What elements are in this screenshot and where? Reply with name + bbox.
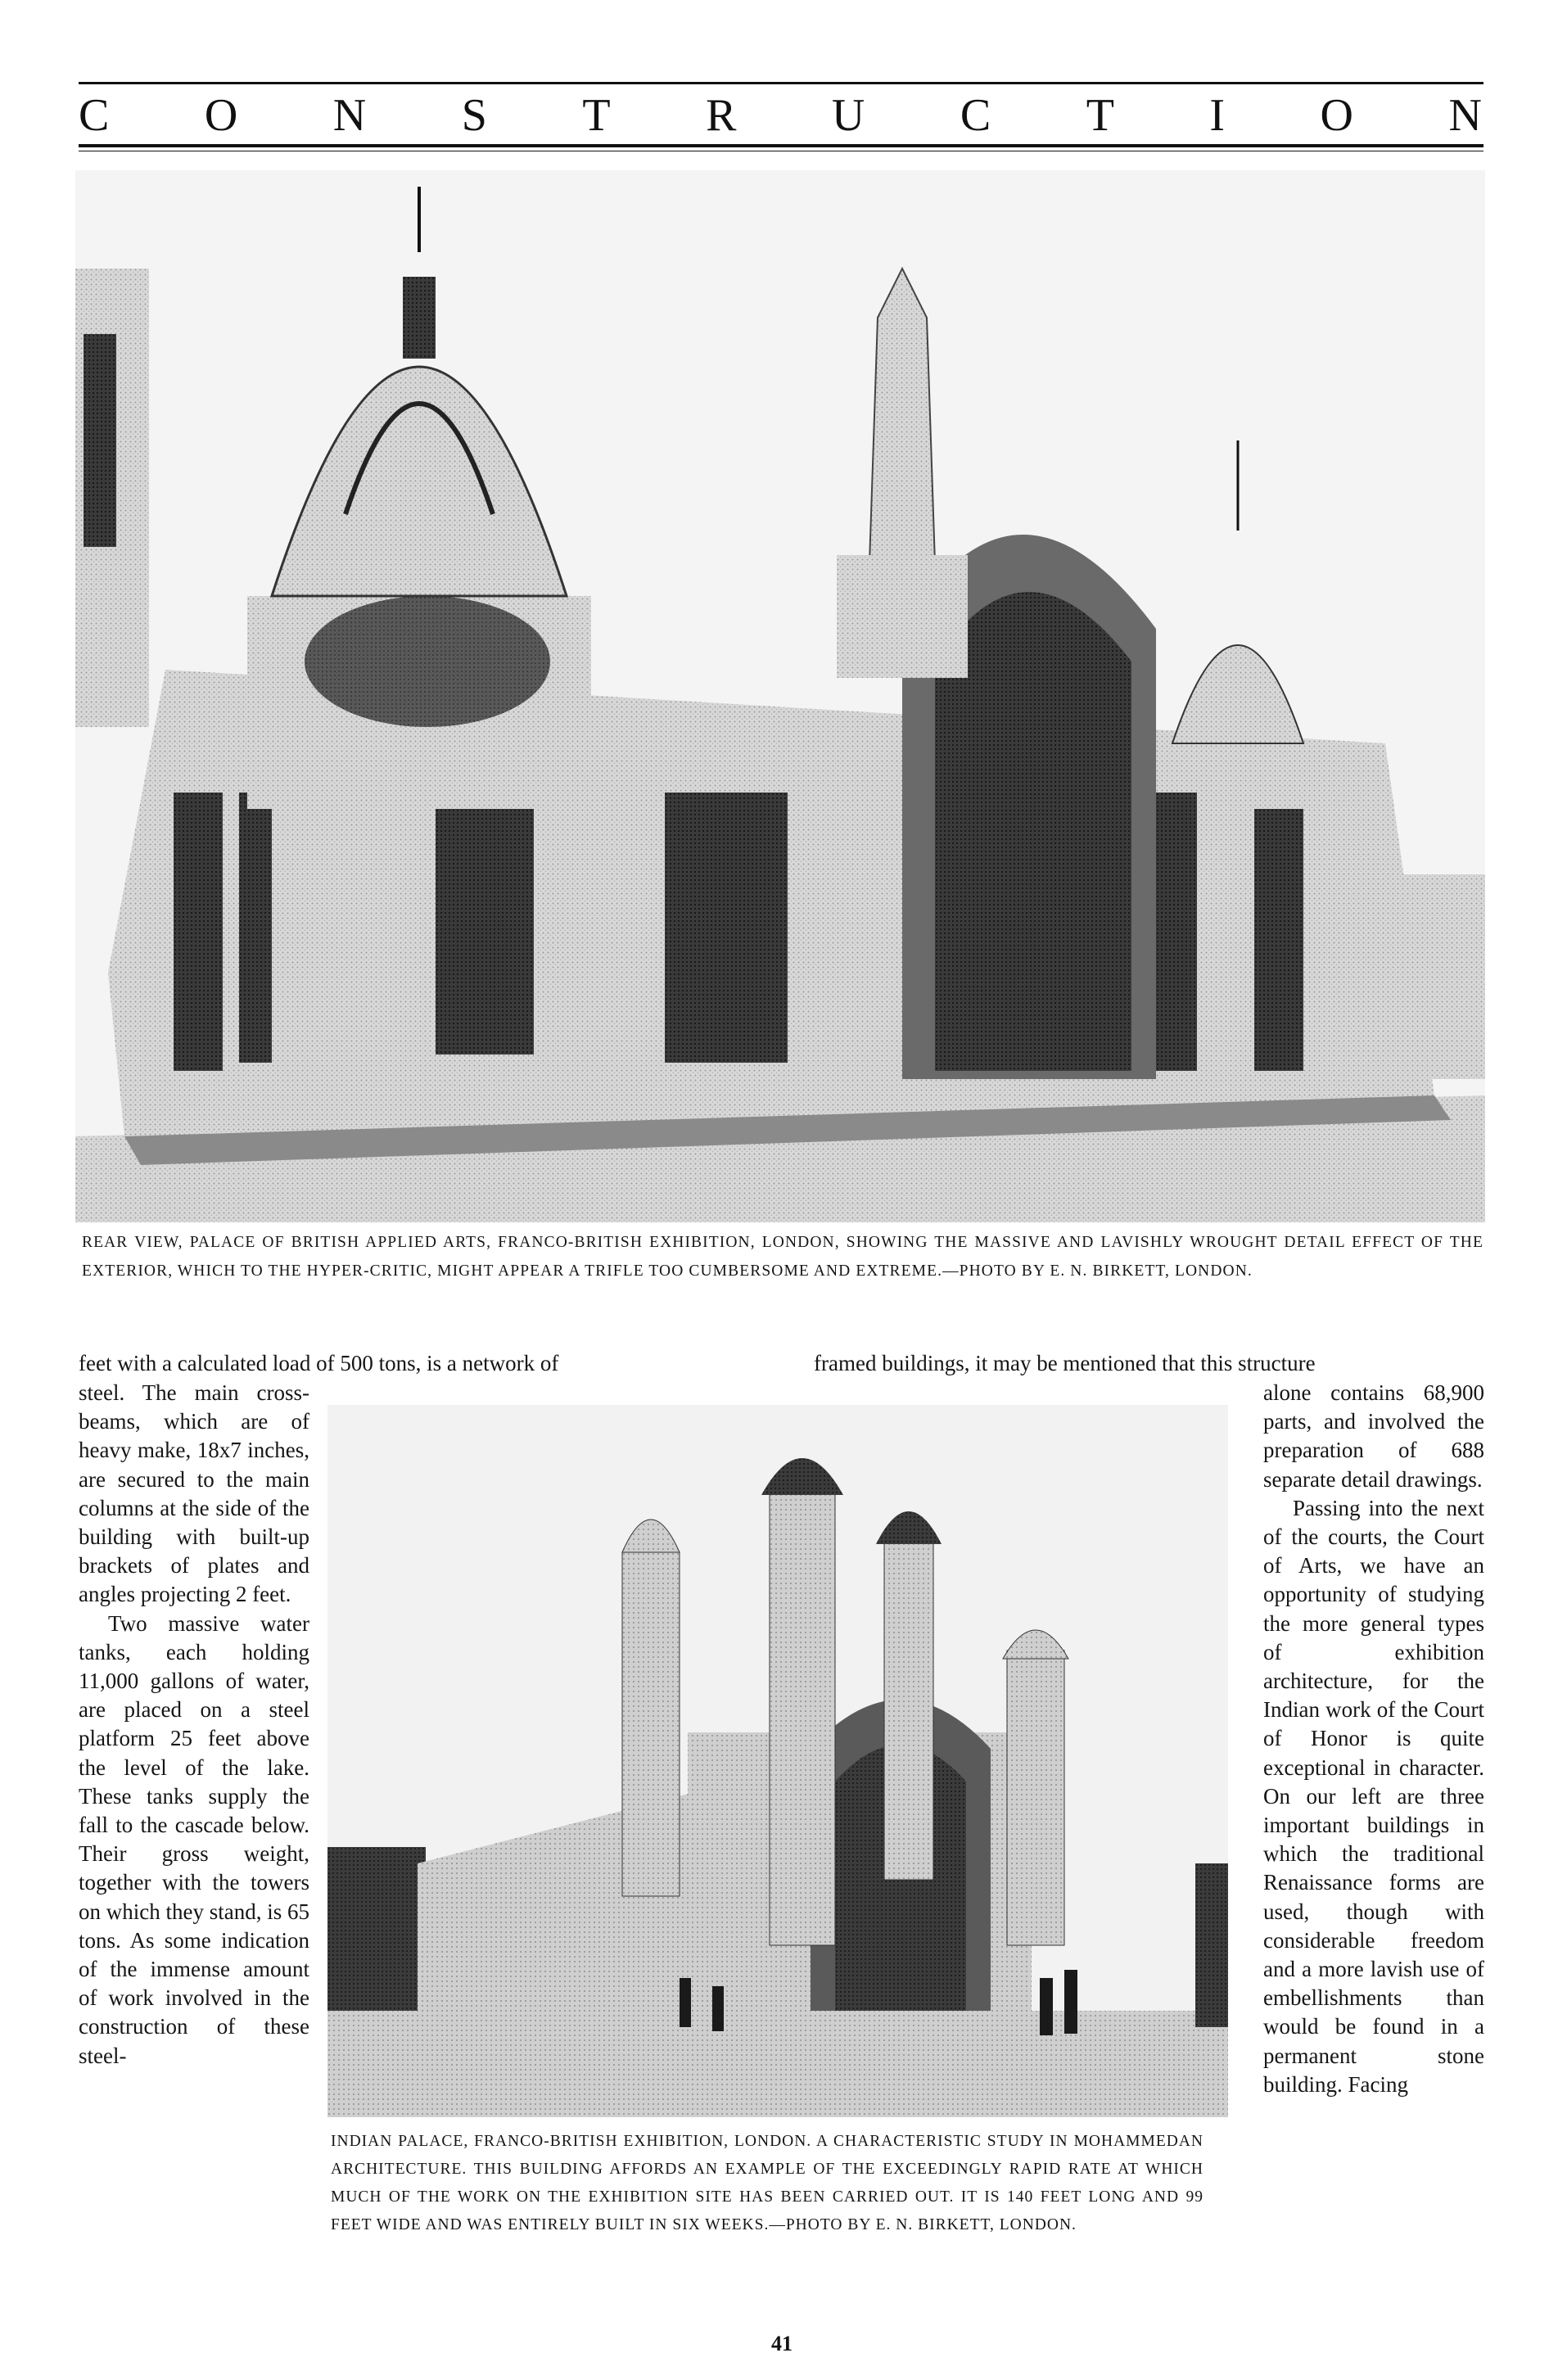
running-head-letter: N <box>1448 90 1483 141</box>
body-paragraph: framed buildings, it may be mentioned that this structure <box>814 1351 1316 1375</box>
running-head-letter: C <box>960 90 993 141</box>
body-paragraph: feet with a calculated load of 500 tons, is a network of <box>79 1351 559 1375</box>
photo-indian-palace <box>327 1405 1228 2117</box>
running-head-letter: C <box>79 90 111 141</box>
body-text-right-column <box>1263 1379 1484 2099</box>
body-paragraph: steel. The main cross-beams, which are of heavy make, 18x7 inches, are secured to the main columns at the side of the building with built-up brackets of plates and angles projecting 2 feet. <box>79 1380 309 1607</box>
page-number: 41 <box>771 2332 793 2355</box>
body-paragraph: Two massive water tanks, each holding 11,000 gallons of water, are placed on a steel platform 25 feet above the level of the lake. These tanks supply the fall to the cascade below. Their gross weight, together with the towers on which they stand, is 65 tons. As some indication of the immense amount of work involved in the construction of these steel- <box>79 1610 309 2068</box>
photo-caption-bottom: INDIAN PALACE, FRANCO-BRITISH EXHIBITION, LONDON. A CHARACTERISTIC STUDY IN MOHAMMEDAN ARCHITECTURE. THIS BUILDING AFFORDS AN EXAMPLE OF THE EXCEEDINGLY RAPID RATE AT WHICH MUCH OF THE WORK ON THE EXHIBITION SITE HAS BEEN CARRIED OUT. IT IS 140 FEET LONG AND 99 FEET WIDE AND WAS ENTIRELY BUILT IN SIX WEEKS.—PHOTO BY E. N. BIRKETT, LONDON. <box>331 2133 1203 2233</box>
masthead-rule-bottom <box>79 144 1483 147</box>
body-paragraph: alone contains 68,900 parts, and involved the preparation of 688 separate detail drawings. <box>1263 1380 1484 1492</box>
masthead-rule-top <box>79 82 1483 84</box>
photo-caption-top: REAR VIEW, PALACE OF BRITISH APPLIED ARTS, FRANCO-BRITISH EXHIBITION, LONDON, SHOWING THE MASSIVE AND LAVISHLY WROUGHT DETAIL EFFECT OF THE EXTERIOR, WHICH TO THE HYPER-CRITIC, MIGHT APPEAR A TRIFLE TOO CUMBERSOME AND EXTREME.—PHOTO BY E. N. BIRKETT, LONDON. <box>82 1234 1483 1280</box>
running-head-letter: I <box>1209 90 1227 141</box>
running-head-letter: S <box>461 90 489 141</box>
running-head-letter: U <box>831 90 867 141</box>
running-head-letter: O <box>1320 90 1355 141</box>
body-paragraph: Passing into the next of the courts, the Court of Arts, we have an opportunity of studying the more general types of exhibition architecture, for the Indian work of the Court of Honor is quite exceptional in character. On our left are three important buildings in which the traditional Renaissance forms are used, though with considerable freedom and a more lavish use of embellishments than would be found in a permanent stone building. Facing <box>1263 1495 1484 2097</box>
running-head <box>79 88 1483 142</box>
running-head-letter: R <box>706 90 738 141</box>
body-text-left-column <box>79 1379 309 2071</box>
running-head-letter: T <box>582 90 612 141</box>
photo-british-applied-arts <box>75 170 1485 1222</box>
running-head-letter: O <box>204 90 240 141</box>
running-head-letter: N <box>332 90 368 141</box>
running-head-letter: T <box>1086 90 1116 141</box>
body-text-left-top <box>79 1349 753 1378</box>
domed-palace-photo <box>75 170 1485 1222</box>
minaret-palace-photo <box>327 1405 1228 2117</box>
body-text-right-top <box>814 1349 1483 1378</box>
